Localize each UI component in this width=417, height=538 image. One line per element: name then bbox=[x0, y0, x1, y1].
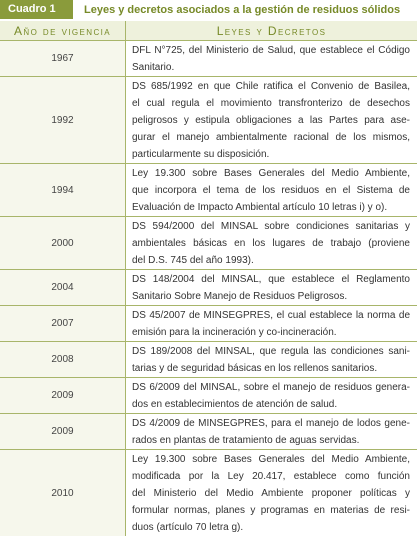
table-row bbox=[0, 270, 417, 306]
law-cell bbox=[126, 77, 417, 163]
law-cell bbox=[126, 378, 417, 413]
law-text-line: DS 6/2009 del MINSAL, sobre el manejo de residuos genera- bbox=[132, 382, 410, 393]
table-header-row bbox=[0, 21, 417, 41]
year-cell: 1967 bbox=[0, 41, 126, 76]
law-cell bbox=[126, 270, 417, 305]
law-text-line: que incorpora el tema de los residuos en el Sistema de bbox=[132, 185, 410, 196]
law-cell bbox=[126, 414, 417, 449]
law-text-line: peligrosos y estipula obligaciones a las Partes para ase- bbox=[132, 115, 410, 126]
table-caption bbox=[0, 0, 417, 19]
law-cell bbox=[126, 450, 417, 536]
law-text-line: Ley 19.300 sobre Bases Generales del Medio Ambiente, bbox=[132, 168, 410, 179]
table-row bbox=[0, 414, 417, 450]
law-cell bbox=[126, 342, 417, 377]
table-row bbox=[0, 450, 417, 536]
law-text-line: tarias y de seguridad básicas en los rellenos sanitarios. bbox=[132, 363, 378, 374]
caption-label: Cuadro 1 bbox=[0, 0, 73, 19]
law-text-line: duos (artículo 70 letra g). bbox=[132, 522, 244, 533]
column-header-laws: Leyes y Decretos bbox=[216, 23, 327, 38]
law-text-line: rados en plantas de tratamiento de aguas servidas. bbox=[132, 435, 360, 446]
table-row bbox=[0, 306, 417, 342]
table-body bbox=[0, 41, 417, 536]
year-cell: 2007 bbox=[0, 306, 126, 341]
law-text-line: modificada por la Ley 20.417, establece como función bbox=[132, 471, 410, 482]
law-text-line: DFL N°725, del Ministerio de Salud, que establece el Código bbox=[132, 45, 410, 56]
law-text-line: DS 189/2008 del MINSAL, que regula las condiciones sani- bbox=[132, 346, 410, 357]
law-text-line: DS 148/2004 del MINSAL, que establece el Reglamento bbox=[132, 274, 410, 285]
year-cell: 2009 bbox=[0, 414, 126, 449]
law-cell bbox=[126, 164, 417, 216]
law-cell bbox=[126, 306, 417, 341]
table-row bbox=[0, 217, 417, 270]
law-cell bbox=[126, 217, 417, 269]
year-cell: 2000 bbox=[0, 217, 126, 269]
law-text-line: del Ministerio del Medio Ambiente proponer políticas y bbox=[132, 488, 410, 499]
law-text-line: formular normas, planes y programas en materias de resi- bbox=[132, 505, 410, 516]
law-text-line: gurar el manejo ambientalmente racional de los mismos, bbox=[132, 132, 410, 143]
law-text-line: emisión para la incineración y co-incineración. bbox=[132, 327, 337, 338]
law-text-line: Ley 19.300 sobre Bases Generales del Medio Ambiente, bbox=[132, 454, 410, 465]
year-cell: 2010 bbox=[0, 450, 126, 536]
law-text-line: DS 4/2009 de MINSEGPRES, para el manejo de lodos gene- bbox=[132, 418, 410, 429]
table-row bbox=[0, 164, 417, 217]
law-text-line: dos en establecimientos de atención de salud. bbox=[132, 399, 338, 410]
law-text-line: DS 594/2000 del MINSAL sobre condiciones sanitarias y bbox=[132, 221, 410, 232]
table-row bbox=[0, 342, 417, 378]
caption-title: Leyes y decretos asociados a la gestión de residuos sólidos bbox=[84, 3, 401, 16]
year-cell: 1992 bbox=[0, 77, 126, 163]
law-text-line: particularmente su disposición. bbox=[132, 149, 270, 160]
law-text-line: ambientales básicas en los lugares de trabajo (proviene bbox=[132, 238, 410, 249]
table-row bbox=[0, 41, 417, 77]
law-text-line: DS 45/2007 de MINSEGPRES, el cual establece la norma de bbox=[132, 310, 410, 321]
year-cell: 2008 bbox=[0, 342, 126, 377]
law-text-line: DS 685/1992 en que Chile ratifica el Convenio de Basilea, bbox=[132, 81, 410, 92]
law-text-line: el cual regula el movimiento transfronterizo de desechos bbox=[132, 98, 410, 109]
year-cell: 2004 bbox=[0, 270, 126, 305]
law-text-line: del D.S. 745 del año 1993). bbox=[132, 255, 254, 266]
year-cell: 2009 bbox=[0, 378, 126, 413]
law-text-line: Evaluación de Impacto Ambiental artículo 10 letras i) y o). bbox=[132, 202, 388, 213]
law-cell bbox=[126, 41, 417, 76]
law-text-line: Sanitario Sobre Manejo de Residuos Peligrosos. bbox=[132, 291, 348, 302]
table-row bbox=[0, 77, 417, 164]
column-header-year: Año de vigencia bbox=[0, 21, 126, 40]
law-text-line: Sanitario. bbox=[132, 62, 175, 73]
table-row bbox=[0, 378, 417, 414]
year-cell: 1994 bbox=[0, 164, 126, 216]
